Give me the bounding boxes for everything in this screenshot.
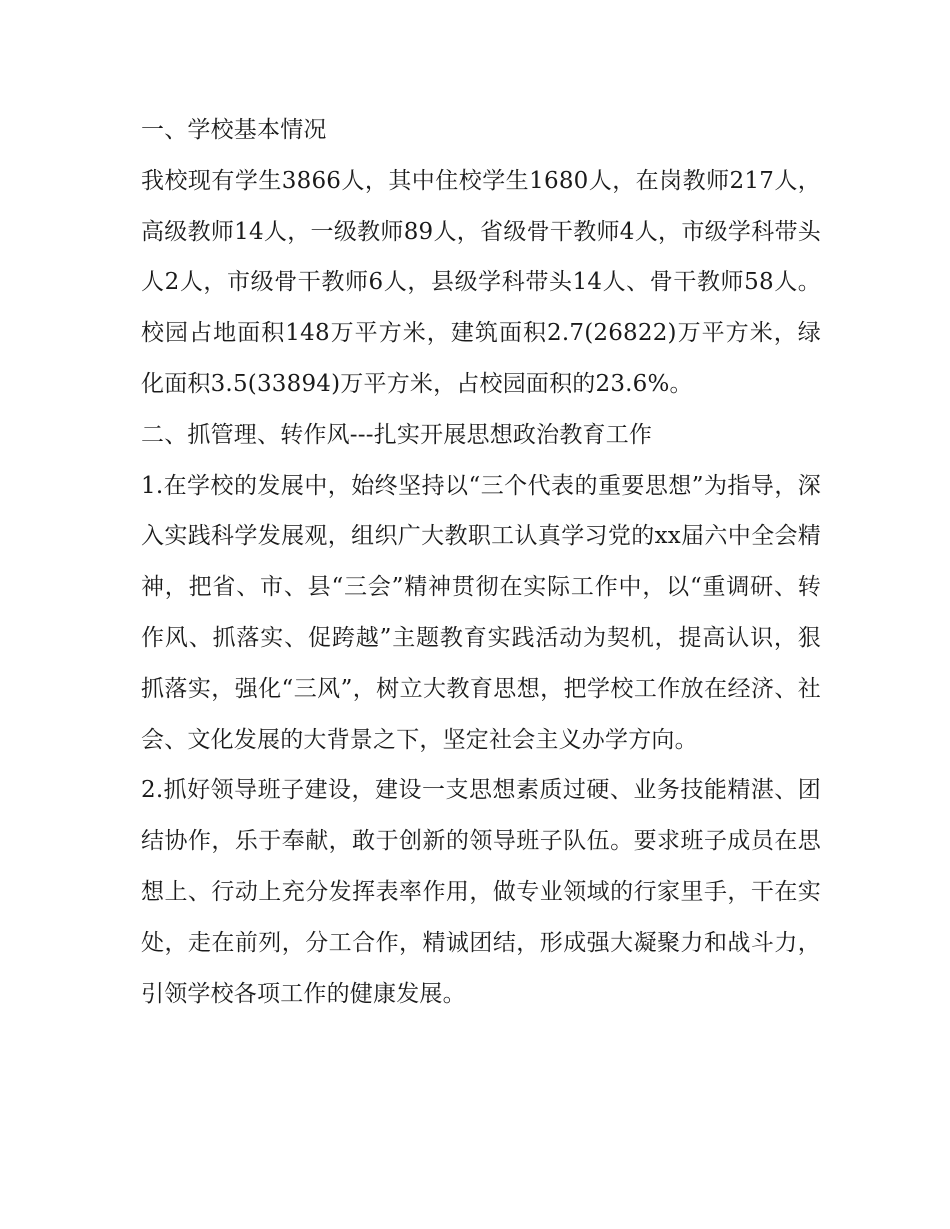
section-heading-management: 二、抓管理、转作风---扎实开展思想政治教育工作 [141,421,653,448]
paragraph-political-education: 1.在学校的发展中，始终坚持以“三个代表的重要思想”为指导，深入实践科学发展观，组织广大教职工认真学习党的xx届六中全会精神，把省、市、县“三会”精神贯彻在实际工作中，以“重调研、转作风、抓落实、促跨越”主题教育实践活动为契机，提高认识，狠抓落实，强化“三风”，树立大教育思想，把学校工作放在经济、社会、文化发展的大背景之下，坚定社会主义办学方向。 [141,472,821,753]
section-heading-basic-info: 一、学校基本情况 [141,117,327,143]
paragraph-school-statistics: 我校现有学生3866人，其中住校学生1680人，在岗教师217人，高级教师14人，一级教师89人，省级骨干教师4人，市级学科带头人2人，市级骨干教师6人，县级学科带头14人、骨干教师58人。校园占地面积148万平方米，建筑面积2.7(26822)万平方米，绿化面积3.5(33894)万平方米，占校园面积的23.6%。 [141,167,821,397]
document-body [141,105,821,1019]
paragraph-leadership-team: 2.抓好领导班子建设，建设一支思想素质过硬、业务技能精湛、团结协作，乐于奉献，敢于创新的领导班子队伍。要求班子成员在思想上、行动上充分发挥表率作用，做专业领域的行家里手，干在实处，走在前列，分工合作，精诚团结，形成强大凝聚力和战斗力，引领学校各项工作的健康发展。 [141,777,821,1007]
